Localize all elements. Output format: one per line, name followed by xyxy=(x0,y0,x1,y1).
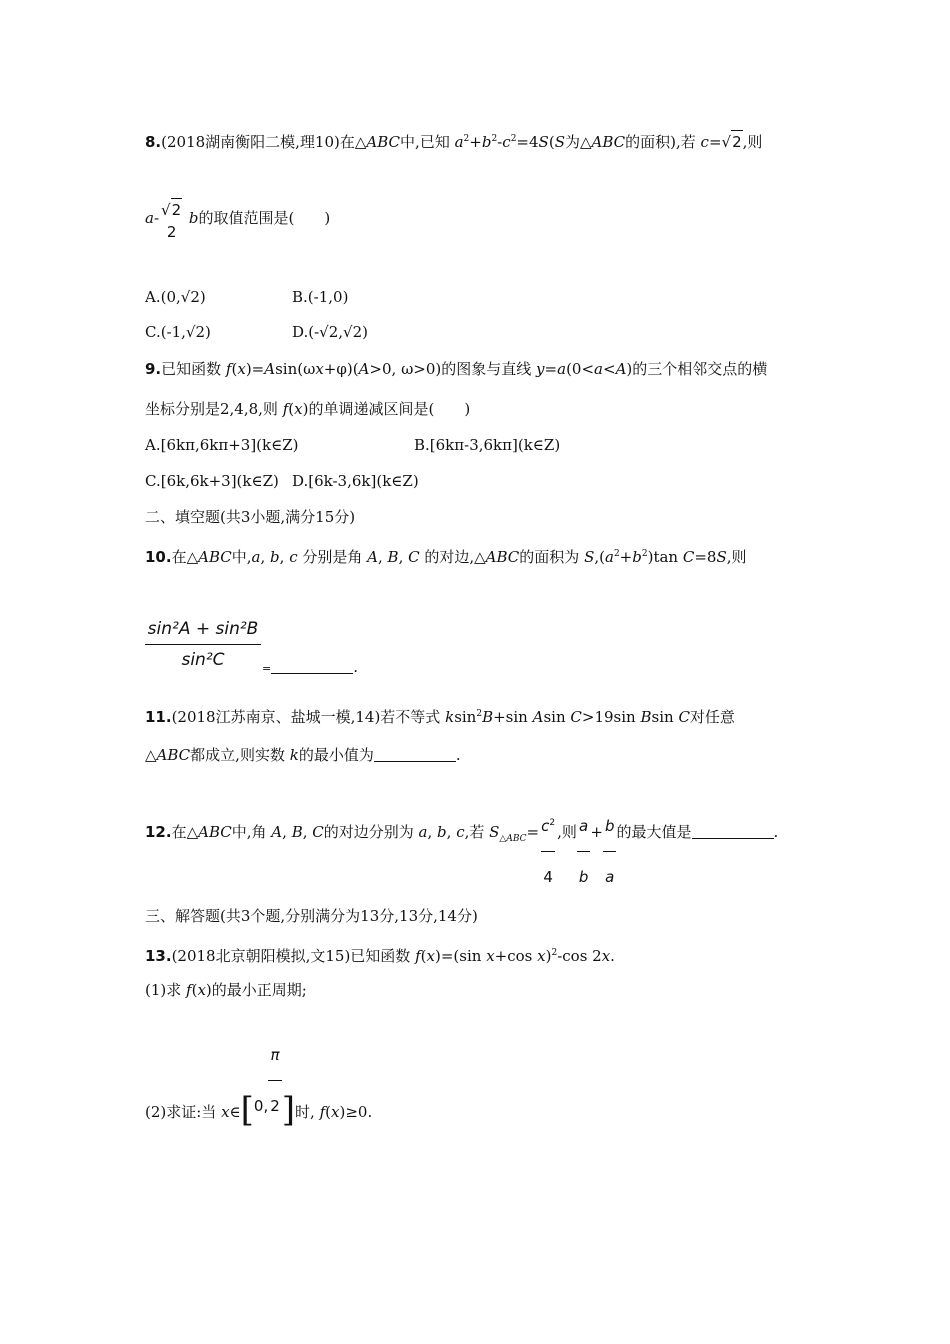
q9-line2 xyxy=(145,398,470,420)
q11-stem-1: (2018江苏南京、盐城一模,14)若不等式 ksin$^2$B+sin Asin C>19sin Bsin C对任意 xyxy=(171,708,735,726)
q10-answer-blank[interactable] xyxy=(271,659,353,674)
q9-stem-2: 坐标分别是2,4,8,则 f(x)的单调递减区间是( ) xyxy=(145,400,471,418)
q10-formula-denominator: sin²C xyxy=(181,650,225,670)
q10-stem-1: 在△ABC中,a, b, c 分别是角 A, B, C 的对边,△ABC的面积为 $S,(a^2+b^2)\tan$ C=8S,则 xyxy=(171,548,747,566)
q8-stem-1: (2018湖南衡阳二模,理10)在△ABC中,已知 $a^2+b^2-c^2=4S(S$为△ABC的面积),若 c=√2,则 xyxy=(161,133,762,151)
q8-option-d: D.(-√2,√2) xyxy=(292,323,369,341)
q12-stem: 在△ABC中,角 A, B, C的对边分别为 a, b, c,若 $S_{\triangle ABC}=$ $\frac{c^2}{4}$ ,则 $\frac{a}{b}$ + $\frac{b}{a}$ 的最大值是 . xyxy=(172,823,779,841)
q11-stem-2: △ABC都成立,则实数 k的最小值为 . xyxy=(145,746,461,764)
q11-line2 xyxy=(145,744,461,766)
q9-option-d: D.[6k-3,6k](k∈Z) xyxy=(292,472,419,490)
q13-stem: (2018北京朝阳模拟,文15)已知函数 f(x)=(sin x+cos x)$^2$-cos 2x. xyxy=(171,947,615,965)
q12-answer-blank[interactable] xyxy=(692,824,774,839)
q10-number: 10. xyxy=(145,548,172,566)
q13-part2: (2)求证:当 x∈[0, $\frac{\pi}{2}$ ]时, f(x)≥0. xyxy=(145,1046,373,1130)
q9-option-a: A.[6kπ,6kπ+3](k∈Z) xyxy=(145,436,299,454)
q9-stem-1: 已知函数 f(x)=Asin(ωx+φ)(A>0, ω>0)的图象与直线 y=a(0<a<A)的三个相邻交点的横 xyxy=(161,360,768,378)
q10-fraction-bar xyxy=(145,644,261,645)
q10-answer-line: = . xyxy=(262,658,358,676)
q11-answer-blank[interactable] xyxy=(374,747,456,762)
q9-option-c: C.[6k,6k+3](k∈Z) xyxy=(145,472,279,490)
q8-line2 xyxy=(145,198,330,243)
q8-stem-2: a- √2 2 b的取值范围是( ) xyxy=(145,209,330,227)
q8-number: 8. xyxy=(145,133,162,151)
q12-number: 12. xyxy=(145,823,172,841)
q10-formula xyxy=(145,617,261,672)
q9-option-b: B.[6kπ-3,6kπ](k∈Z) xyxy=(414,436,561,454)
q11-line1 xyxy=(145,703,735,728)
q11-number: 11. xyxy=(145,708,172,726)
q9-line1 xyxy=(145,358,767,380)
q13-line1 xyxy=(145,942,615,967)
q10-line1 xyxy=(145,543,747,568)
q8-line1 xyxy=(145,128,762,153)
q12-line1 xyxy=(145,798,778,902)
section-3-heading: 三、解答题(共3个题,分别满分为13分,13分,14分) xyxy=(145,907,478,925)
section-2-heading: 二、填空题(共3小题,满分15分) xyxy=(145,508,356,526)
q8-option-b: B.(-1,0) xyxy=(292,288,349,306)
q13-part1: (1)求 f(x)的最小正周期; xyxy=(145,981,307,999)
q10-formula-numerator: sin²A + sin²B xyxy=(147,619,259,639)
q13-number: 13. xyxy=(145,947,172,965)
q9-number: 9. xyxy=(145,360,162,378)
q8-option-c: C.(-1,√2) xyxy=(145,323,211,341)
q8-option-a: A.(0,√2) xyxy=(145,288,206,306)
